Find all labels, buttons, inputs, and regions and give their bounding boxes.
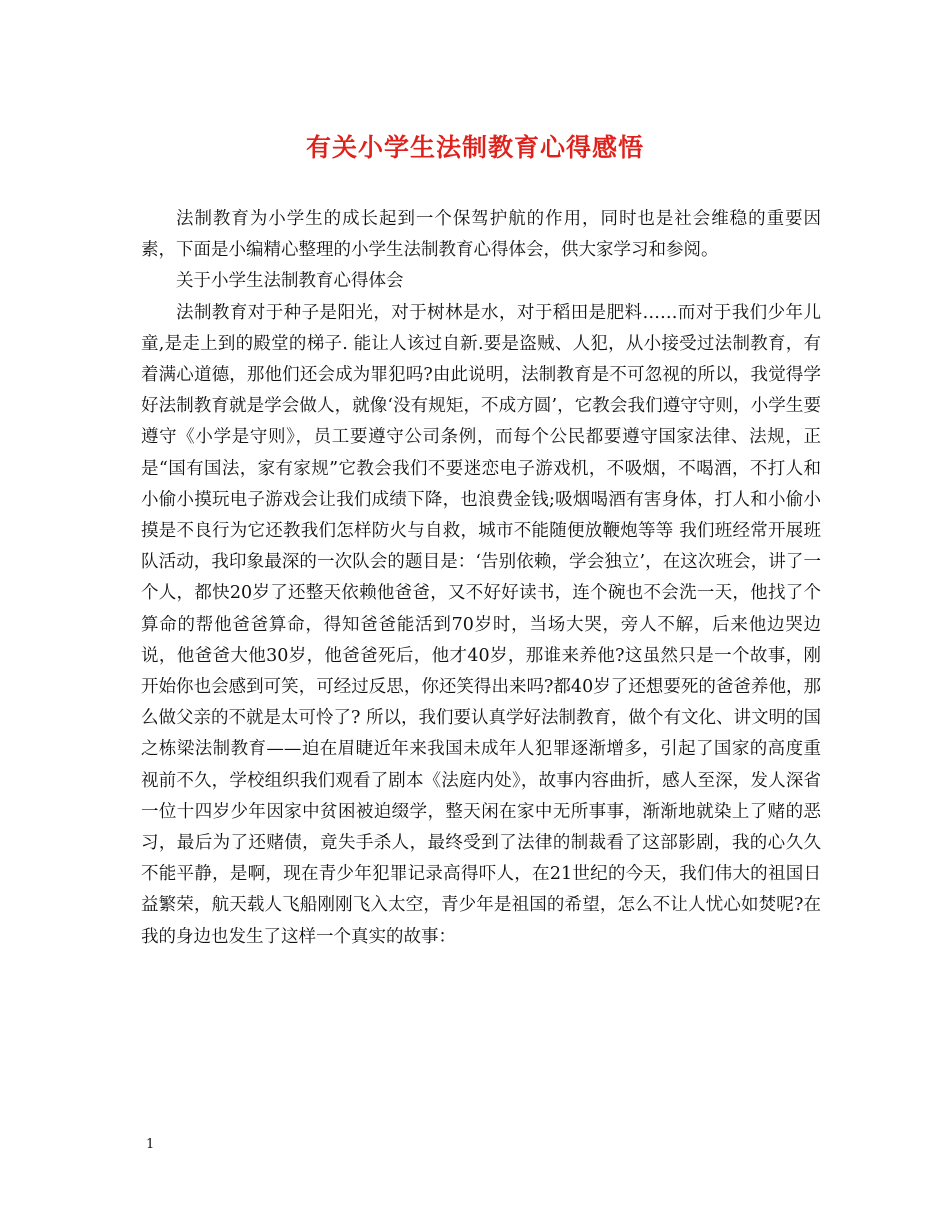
document-title: 有关小学生法制教育心得感悟 bbox=[305, 133, 644, 162]
body-paragraph: 法制教育对于种子是阳光，对于树林是水，对于稻田是肥料……而对于我们少年儿童,是走上到的殿堂的梯子. 能让人该过自新.要是盗贼、人犯，从小接受过法制教育，有着满心道德，那他们还会成为罪犯吗?由此说明，法制教育是不可忽视的所以，我觉得学好法制教育就是学会做人，就像‘没有规矩，不成方圆’，它教会我们遵守守则，小学生要遵守《小学是守则》，员工要遵守公司条例，而每个公民都要遵守国家法律、法规，正是“国有国法，家有家规”它教会我们不要迷恋电子游戏机，不吸烟，不喝酒，不打人和小偷小摸玩电子游戏会让我们成绩下降，也浪费金钱;吸烟喝酒有害身体，打人和小偷小摸是不良行为它还教我们怎样防火与自救，城市不能随便放鞭炮等等 我们班经常开展班队活动，我印象最深的一次队会的题目是：‘告别依赖，学会独立’，在这次班会，讲了一个人，都快20岁了还整天依赖他爸爸，又不好好读书，连个碗也不会洗一天，他找了个算命的帮他爸爸算命，得知爸爸能活到70岁时，当场大哭，旁人不解，后来他边哭边说，他爸爸大他30岁，他爸爸死后，他才40岁，那谁来养他?这虽然只是一个故事，刚开始你也会感到可笑，可经过反思，你还笑得出来吗?都40岁了还想要死的爸爸养他，那么做父亲的不就是太可怜了? 所以，我们要认真学好法制教育，做个有文化、讲文明的国之栋梁法制教育——迫在眉睫近年来我国未成年人犯罪逐渐增多，引起了国家的高度重视前不久，学校组织我们观看了剧本《法庭内处》，故事内容曲折，感人至深，发人深省一位十四岁少年因家中贫困被迫缀学，整天闲在家中无所事事，渐渐地就染上了赌的恶习，最后为了还赌债，竟失手杀人，最终受到了法律的制裁看了这部影剧，我的心久久不能平静，是啊，现在青少年犯罪记录高得吓人，在21世纪的今天，我们伟大的祖国日益繁荣，航天载人飞船刚刚飞入太空，青少年是祖国的希望，怎么不让人忧心如焚呢?在我的身边也发生了这样一个真实的故事： bbox=[141, 302, 821, 947]
page-number: 1 bbox=[146, 1137, 155, 1152]
section-heading: 关于小学生法制教育心得体会 bbox=[176, 271, 404, 292]
intro-paragraph: 法制教育为小学生的成长起到一个保驾护航的作用，同时也是社会维稳的重要因素，下面是小编精心整理的小学生法制教育心得体会，供大家学习和参阅。 bbox=[141, 209, 821, 261]
document-body bbox=[141, 204, 821, 953]
